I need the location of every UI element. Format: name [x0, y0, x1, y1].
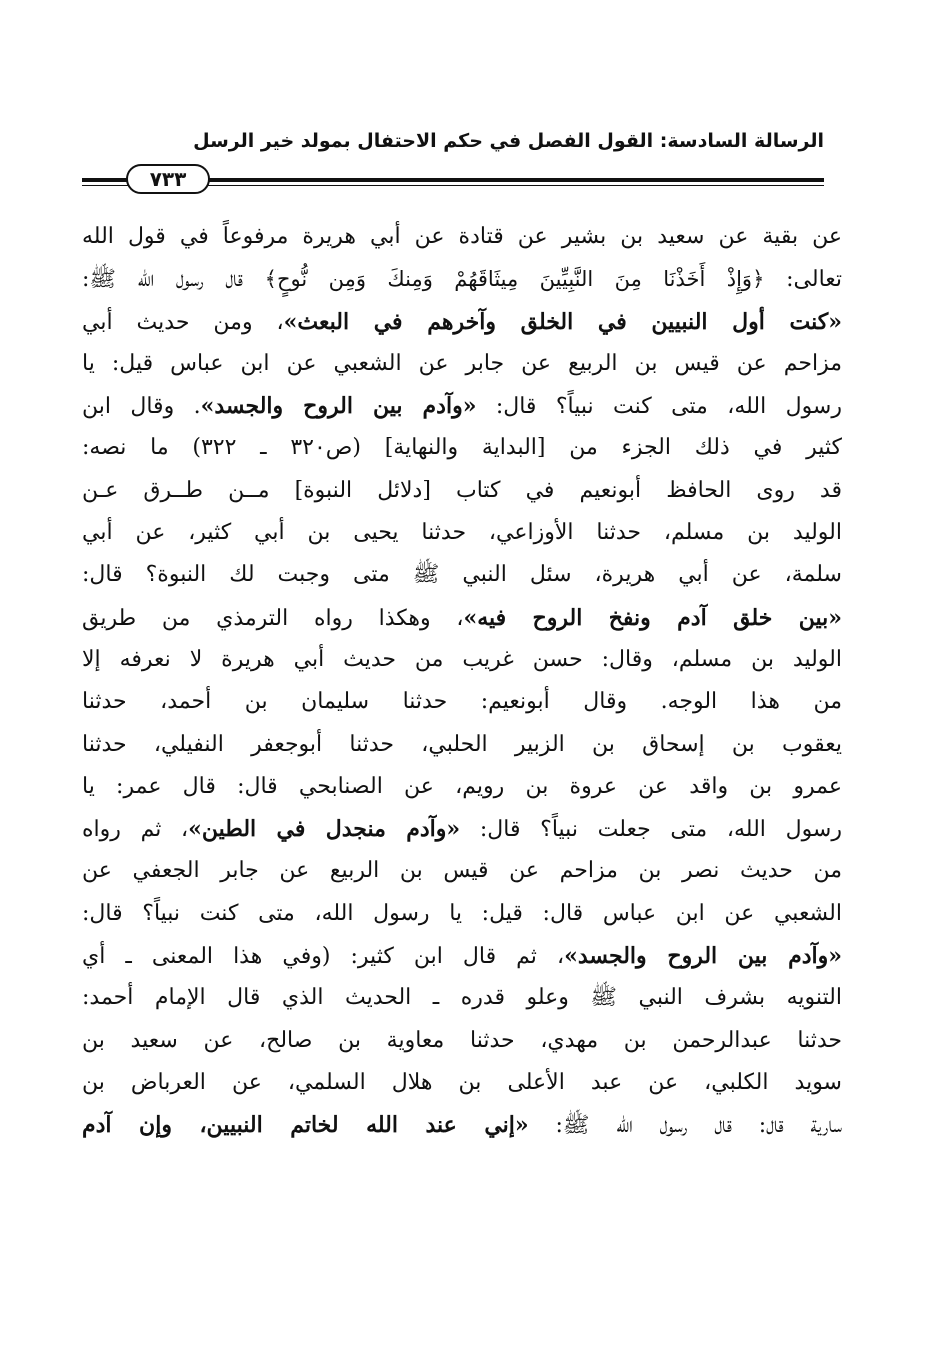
text-line — [82, 597, 842, 639]
text-segment: رسول الله، متى كنت نبياً؟ قال: — [476, 394, 842, 420]
text-segment: من حديث نصر بن مزاحم عن قيس بن الربيع عن جابر الجعفي عن — [82, 858, 842, 884]
text-segment: حدثنا عبدالرحمن بن مهدي، حدثنا معاوية بن صالح، عن سعيد بن — [82, 1027, 842, 1053]
hadith-quote: «بين خلق آدم ونفخ الروح فيه» — [463, 604, 842, 631]
text-segment: من هذا الوجه. وقال أبونعيم: حدثنا سليمان بن أحمد، حدثنا — [82, 689, 842, 715]
text-line — [82, 512, 842, 554]
text-segment: رسول الله، متى جعلت نبياً؟ قال: — [460, 817, 842, 843]
hadith-quote: «وآدم منجدل في الطين» — [188, 816, 461, 843]
text-segment: يعقوب بن إسحاق بن الزبير الحلبي، حدثنا أبوجعفر النفيلي، حدثنا — [82, 731, 842, 757]
hadith-quote: «إني عند الله لخاتم النبيين، وإن آدم — [82, 1112, 529, 1139]
text-segment: مزاحم عن قيس بن الربيع عن جابر عن الشعبي عن ابن عباس قيل: يا — [82, 350, 842, 376]
text-segment: ، ومن حديث أبي — [82, 309, 284, 335]
text-segment: قال رسول الله ﷺ: — [82, 267, 265, 293]
text-line — [82, 724, 842, 766]
text-line — [82, 385, 842, 427]
hadith-quote: «وآدم بين الروح والجسد» — [564, 943, 842, 970]
text-line — [82, 766, 842, 808]
body-text — [82, 216, 842, 1147]
text-line — [82, 808, 842, 850]
text-segment: عن بقية عن سعيد بن بشير عن قتادة عن أبي هريرة مرفوعاً في قول الله — [82, 224, 842, 249]
text-segment: التنويه بشرف النبي ﷺ وعلو قدره ـ الحديث الذي قال الإمام أحمد: — [82, 985, 842, 1011]
text-segment: سلمة، عن أبي هريرة، سئل النبي ﷺ متى وجبت لك النبوة؟ قال: — [82, 562, 842, 588]
text-line — [82, 343, 842, 385]
text-line — [82, 893, 842, 935]
text-segment: تعالى: — [764, 267, 842, 293]
text-line — [82, 639, 842, 681]
text-line — [82, 1020, 842, 1062]
text-line — [82, 681, 842, 723]
text-line — [82, 427, 842, 469]
hadith-quote: «كنت أول النبيين في الخلق وآخرهم في البعث» — [283, 308, 842, 335]
text-line — [82, 1062, 842, 1104]
hadith-quote: «وآدم بين الروح والجسد» — [200, 393, 477, 420]
text-segment: قد روى الحافظ أبونعيم في كتاب [دلائل النبوة] مــن طــرق عـن — [82, 477, 842, 503]
text-segment: الوليد بن مسلم، حدثنا الأوزاعي، حدثنا يحيى بن أبي كثير، عن أبي — [82, 520, 842, 546]
text-line — [82, 216, 842, 258]
text-line — [82, 258, 842, 300]
text-segment: ، ثم رواه — [82, 817, 189, 843]
text-line — [82, 470, 842, 512]
page-header — [82, 126, 824, 190]
text-segment: كثير في ذلك الجزء من [البداية والنهاية] (ص٣٢٠ ـ ٣٢٢) ما نصه: — [82, 435, 842, 461]
running-title: الرسالة السادسة: القول الفصل في حكم الاحتفال بمولد خير الرسل — [193, 130, 824, 152]
text-line — [82, 850, 842, 892]
text-segment: ، وهكذا رواه الترمذي من طريق — [82, 605, 464, 631]
text-segment: سارية قال: قال رسول الله ﷺ: — [528, 1113, 842, 1139]
text-line — [82, 301, 842, 343]
text-segment: الوليد بن مسلم، وقال: حسن غريب من حديث أبي هريرة لا نعرفه إلا — [82, 646, 842, 672]
text-segment: . وقال ابن — [82, 394, 201, 420]
text-segment: الشعبي عن ابن عباس قال: قيل: يا رسول الله، متى كنت نبياً؟ قال: — [82, 900, 842, 926]
quran-verse: ﴿وَإِذْ أَخَذْنَا مِنَ النَّبِيِّينَ مِيثَاقَهُمْ وَمِنكَ وَمِن نُّوحٍ﴾ — [264, 267, 765, 292]
page-number: ٧٣٣ — [126, 164, 210, 194]
text-line — [82, 1104, 842, 1146]
text-line — [82, 935, 842, 977]
text-segment: سويد الكلبي، عن عبد الأعلى بن هلال السلمي، عن العرباض بن — [82, 1069, 842, 1095]
text-line — [82, 554, 842, 596]
text-line — [82, 977, 842, 1019]
text-segment: ، ثم قال ابن كثير: (وفي هذا المعنى ـ أي — [82, 944, 565, 970]
text-segment: عمرو بن واقد عن عروة بن رويم، عن الصنابحي قال: قال عمر: يا — [82, 773, 842, 799]
